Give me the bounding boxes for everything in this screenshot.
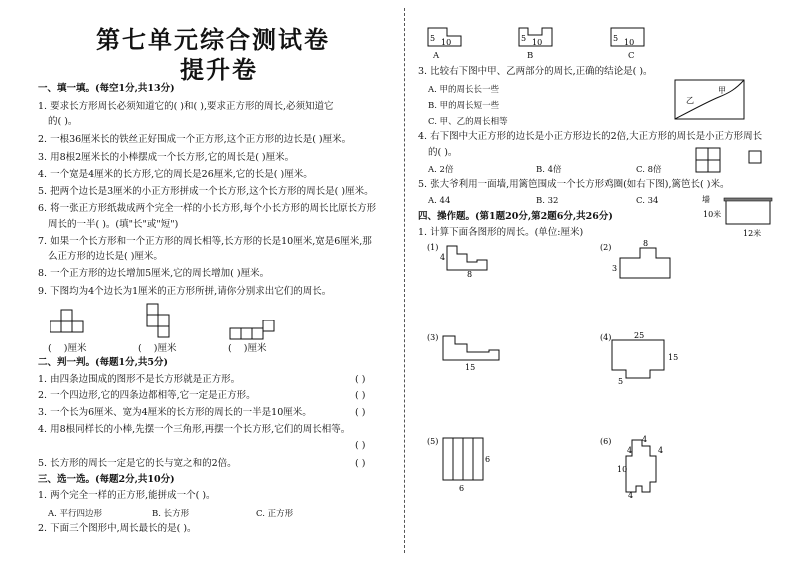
judge-5-paren: ( ) (355, 458, 366, 469)
operation-figure-4 (598, 330, 688, 385)
choice-5-figure (700, 190, 780, 240)
choice-1-opt-c: C. 正方形 (256, 509, 294, 519)
svg-text:4: 4 (628, 491, 634, 500)
choice-2-label-b: B (527, 51, 534, 61)
q6-line1: 6. 将一张正方形纸裁成两个完全一样的小长方形,每个小长方形的周长比原长方形 (38, 203, 377, 214)
operation-figure-5 (425, 434, 505, 496)
svg-text:墙: 墙 (702, 195, 710, 204)
svg-text:25: 25 (634, 331, 645, 340)
section4-header: 四、操作题。(第1题20分,第2题6分,共26分) (418, 211, 613, 222)
q8: 8. 一个正方形的边长增加5厘米,它的周长增加( )厘米。 (38, 268, 270, 279)
svg-text:3: 3 (612, 264, 618, 273)
svg-text:4: 4 (642, 435, 648, 444)
q9: 9. 下图均为4个边长为1厘米的正方形所拼,请你分别求出它们的周长。 (38, 286, 332, 297)
q5: 5. 把两个边长是3厘米的小正方形拼成一个长方形,这个长方形的周长是( )厘米。 (38, 186, 374, 197)
svg-text:10: 10 (617, 465, 628, 474)
section2-header: 二、判一判。(每题1分,共5分) (38, 357, 169, 368)
svg-text:10: 10 (624, 38, 635, 47)
choice-4-opt-a: A. 2倍 (428, 165, 454, 175)
choice-1-opt-a: A. 平行四边形 (48, 509, 103, 519)
judge-2: 2. 一个四边形,它的四条边都相等,它一定是正方形。 (38, 390, 256, 401)
choice-4-opt-b: B. 4倍 (536, 165, 562, 175)
page-subtitle: 提升卷 (180, 55, 258, 84)
judge-4-paren: ( ) (355, 440, 366, 451)
svg-text:乙: 乙 (686, 96, 694, 105)
choice-2-label-a: A (433, 51, 440, 61)
q4: 4. 一个宽是4厘米的长方形,它的周长是26厘米,它的长是( )厘米。 (38, 169, 313, 180)
svg-text:15: 15 (465, 363, 476, 372)
q9-answer-3: ( )厘米 (228, 343, 267, 354)
svg-text:10米: 10米 (703, 210, 722, 219)
q9-figure-2 (145, 302, 175, 342)
judge-1: 1. 由四条边围成的图形不是长方形就是正方形。 (38, 374, 241, 385)
svg-text:5: 5 (613, 34, 619, 43)
choice-4-line2: 的( )。 (428, 147, 458, 158)
svg-text:(3): (3) (427, 333, 439, 342)
judge-1-paren: ( ) (355, 374, 366, 385)
operation-figure-1 (425, 240, 505, 280)
choice-5-opt-c: C. 34 (636, 196, 659, 206)
svg-text:6: 6 (459, 484, 465, 493)
q7-line2: 么正方形的边长是( )厘米。 (48, 251, 163, 262)
svg-text:12米: 12米 (743, 229, 762, 238)
choice-3: 3. 比较右下图中甲、乙两部分的周长,正确的结论是( )。 (418, 66, 653, 77)
svg-text:5: 5 (521, 34, 527, 43)
q9-answer-2: ( )厘米 (138, 343, 177, 354)
choice-2-figure-c (610, 26, 646, 48)
svg-text:5: 5 (430, 34, 436, 43)
section3-header: 三、选一选。(每题2分,共10分) (38, 474, 175, 485)
svg-text:(4): (4) (600, 333, 612, 342)
column-divider (404, 8, 405, 553)
svg-text:4: 4 (627, 446, 633, 455)
svg-text:5: 5 (618, 377, 624, 385)
svg-text:4: 4 (658, 446, 664, 455)
q6-line2: 周长的一半( )。(填"长"或"短") (48, 219, 179, 230)
choice-2: 2. 下面三个图形中,周长最长的是( )。 (38, 523, 197, 534)
q9-figure-1 (50, 308, 90, 340)
choice-4-figure (694, 146, 766, 176)
choice-2-figure-b (518, 26, 554, 48)
choice-3-opt-a: A. 甲的周长长一些 (428, 85, 500, 95)
svg-text:8: 8 (467, 270, 473, 279)
q7-line1: 7. 如果一个长方形和一个正方形的周长相等,长方形的长是10厘米,宽是6厘米,那 (38, 236, 372, 247)
svg-text:10: 10 (441, 38, 452, 47)
svg-text:6: 6 (485, 455, 491, 464)
choice-5-opt-b: B. 32 (536, 196, 559, 206)
choice-5: 5. 张大爷利用一面墙,用篱笆围成一个长方形鸡圈(如右下图),篱笆长( )米。 (418, 179, 730, 190)
q3: 3. 用8根2厘米长的小棒摆成一个长方形,它的周长是( )厘米。 (38, 152, 295, 163)
judge-4: 4. 用8根同样长的小棒,先摆一个三角形,再摆一个长方形,它们的周长相等。 (38, 424, 351, 435)
judge-5: 5. 长方形的周长一定是它的长与宽之和的2倍。 (38, 458, 237, 469)
q9-figure-3 (228, 320, 278, 342)
operation-figure-6 (598, 434, 688, 500)
svg-text:10: 10 (532, 38, 543, 47)
choice-5-opt-a: A. 44 (428, 196, 451, 206)
operation-figure-2 (598, 240, 688, 285)
choice-3-opt-c: C. 甲、乙的周长相等 (428, 117, 508, 127)
choice-4-line1: 4. 右下图中大正方形的边长是小正方形边长的2倍,大正方形的周长是小正方形周长 (418, 131, 763, 142)
operation-figure-3 (425, 330, 505, 375)
svg-text:4: 4 (440, 253, 446, 262)
svg-text:(6): (6) (600, 437, 612, 446)
svg-text:(1): (1) (427, 243, 439, 252)
choice-4-opt-c: C. 8倍 (636, 165, 662, 175)
operation-1: 1. 计算下面各图形的周长。(单位:厘米) (418, 227, 584, 238)
q2: 2. 一根36厘米长的铁丝正好围成一个正方形,这个正方形的边长是( )厘米。 (38, 134, 352, 145)
choice-2-figure-a (427, 26, 463, 48)
q1-line1: 1. 要求长方形周长必须知道它的( )和( ),要求正方形的周长,必须知道它 (38, 101, 334, 112)
choice-2-label-c: C (628, 51, 635, 61)
svg-text:(5): (5) (427, 437, 439, 446)
svg-text:甲: 甲 (718, 86, 726, 95)
judge-3-paren: ( ) (355, 407, 366, 418)
q1-line2: 的( )。 (48, 116, 78, 127)
judge-3: 3. 一个长为6厘米、宽为4厘米的长方形的周长的一半是10厘米。 (38, 407, 312, 418)
judge-2-paren: ( ) (355, 390, 366, 401)
choice-3-figure (674, 79, 746, 121)
section1-header: 一、填一填。(每空1分,共13分) (38, 83, 175, 94)
page-title: 第七单元综合测试卷 (96, 25, 330, 54)
svg-text:15: 15 (668, 353, 679, 362)
svg-text:(2): (2) (600, 243, 612, 252)
q9-answer-1: ( )厘米 (48, 343, 87, 354)
choice-1-opt-b: B. 长方形 (152, 509, 190, 519)
choice-3-opt-b: B. 甲的周长短一些 (428, 101, 500, 111)
svg-text:8: 8 (643, 240, 649, 248)
choice-1: 1. 两个完全一样的正方形,能拼成一个( )。 (38, 490, 216, 501)
